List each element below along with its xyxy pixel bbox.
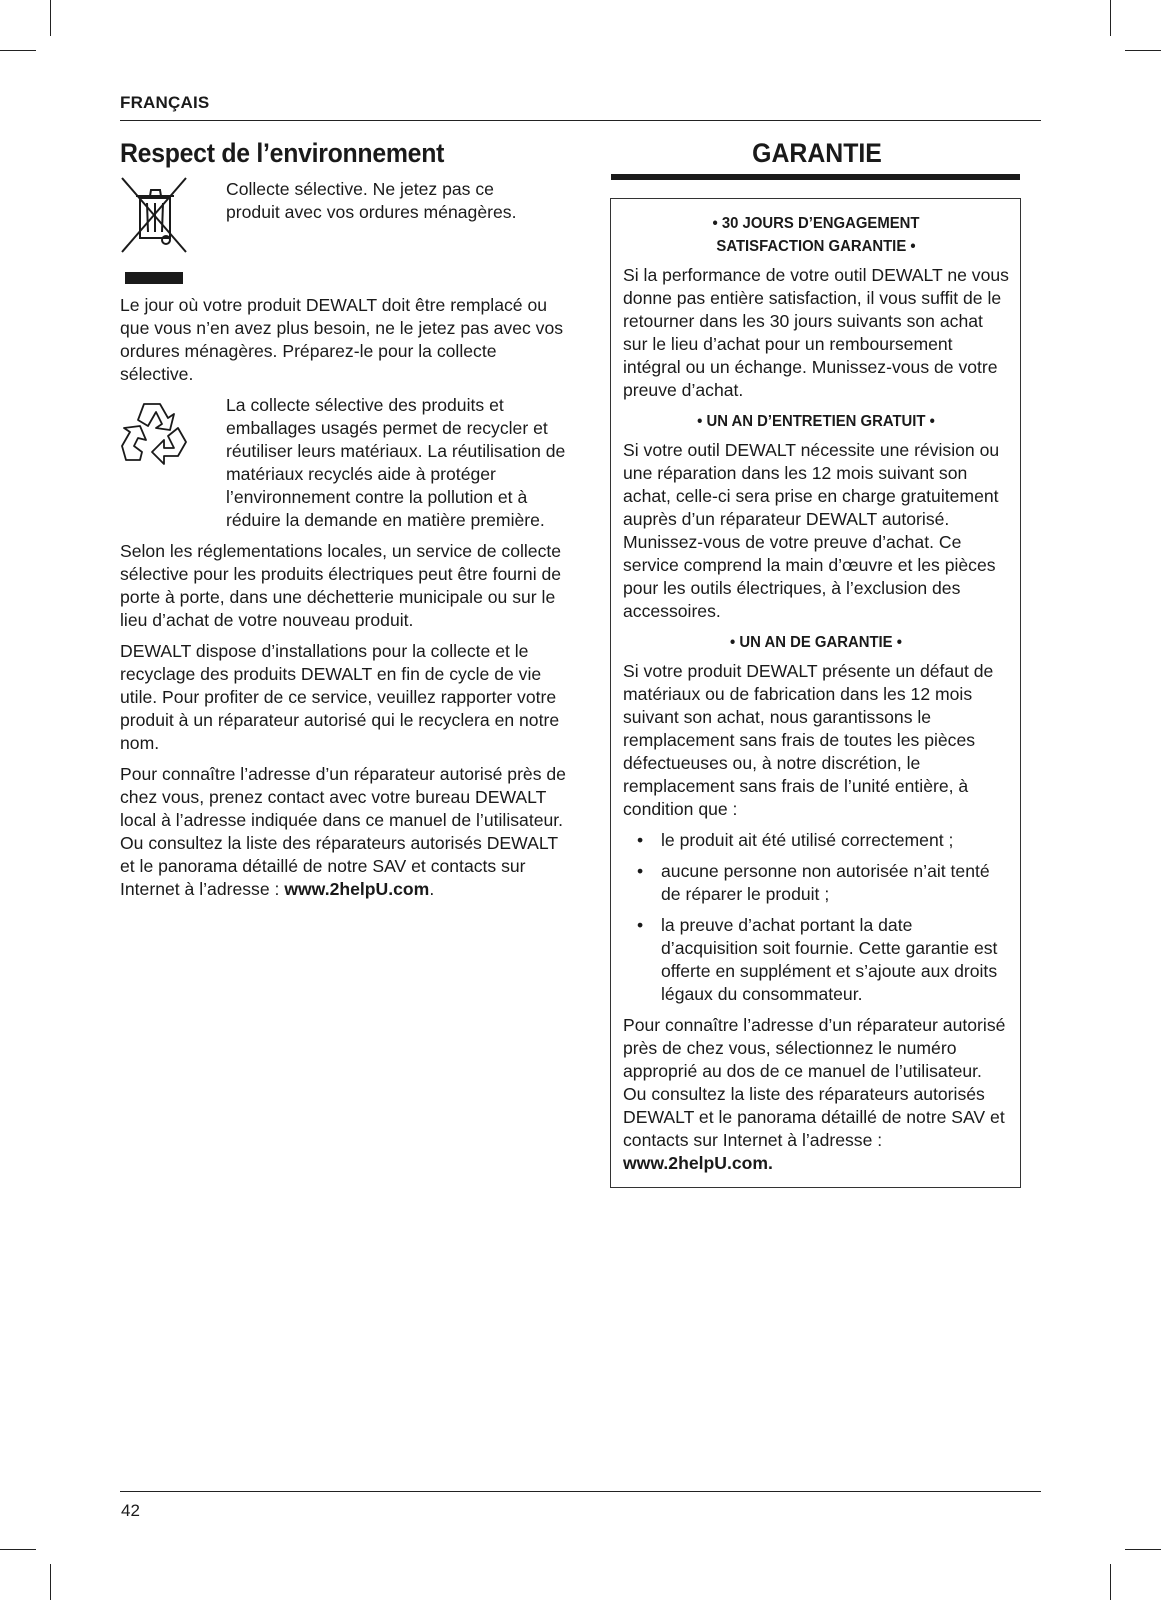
- warranty-paragraph: Si votre produit DEWALT présente un défaut de matériaux ou de fabrication dans les 12 mois suivant son achat, nous garantissons le remplacement sans frais de toutes les pièces défectueuses ou, à notre discrétion, le remplacement sans frais de l’unité entière, à condition que :: [623, 661, 994, 819]
- environment-section: [120, 136, 570, 909]
- crop-mark: [1110, 0, 1111, 36]
- recycle-icon: [120, 398, 198, 472]
- crossed-bin-icon: [120, 176, 192, 254]
- link-suffix: .: [429, 879, 435, 899]
- warranty-subheading: • UN AN DE GARANTIE •: [730, 634, 902, 651]
- environment-paragraph: DEWALT dispose d’installations pour la collecte et le recyclage des produits DEWALT en fin de cycle de vie utile. Pour profiter de ce service, veuillez rapporter votre produit à un réparateur autorisé qui le recyclera en notre nom.: [120, 641, 560, 753]
- list-item: • aucune personne non autorisée n’ait tenté de réparer le produit ;: [623, 860, 1009, 906]
- weee-text: Collecte sélective. Ne jetez pas ce produit avec vos ordures ménagères.: [226, 179, 517, 222]
- warranty-paragraph: Si votre outil DEWALT nécessite une révision ou une réparation dans les 12 mois suivant son achat, celle-ci sera prise en charge gratuitement auprès d’un réparateur DEWALT autorisé. Munissez-vous de votre preuve d’achat. Ce service comprend la main d’œuvre et les pièces pour les outils électriques, à l’exclusion des accessoires.: [623, 440, 1000, 621]
- environment-paragraph: [120, 763, 570, 901]
- website-link[interactable]: www.2helpU.com: [284, 879, 430, 899]
- crop-mark: [1110, 1564, 1111, 1600]
- warranty-section: [611, 136, 1023, 1188]
- recycle-row: [120, 394, 570, 532]
- website-link[interactable]: www.2helpU.com.: [623, 1153, 773, 1173]
- environment-paragraph: Selon les réglementations locales, un service de collecte sélective pour les produits électriques peut être fourni de porte à porte, dans une déchetterie municipale ou sur le lieu d’achat de votre nouveau produit.: [120, 541, 562, 630]
- warranty-conditions: [623, 829, 1009, 1006]
- warranty-subheading: • 30 JOURS D’ENGAGEMENT SATISFACTION GARANTIE •: [712, 215, 920, 255]
- weee-symbol: [120, 176, 226, 284]
- warranty-title: GARANTIE: [752, 138, 882, 168]
- weee-row: [120, 176, 570, 284]
- environment-title: Respect de l’environnement: [120, 138, 445, 168]
- warranty-paragraph: Si la performance de votre outil DEWALT ne vous donne pas entière satisfaction, il vous suffit de le retourner dans les 30 jours suivants son achat sur le lieu d’achat pour un remboursement intégral ou un échange. Munissez-vous de votre preuve d’achat.: [623, 265, 1009, 400]
- page-number: 42: [121, 1501, 140, 1520]
- list-item: • la preuve d’achat portant la date d’acquisition soit fournie. Cette garantie est offerte en supplément et s’ajoute aux droits légaux du consommateur.: [623, 914, 1009, 1006]
- weee-bar: [125, 272, 183, 284]
- warranty-subheading: • UN AN D’ENTRETIEN GRATUIT •: [697, 413, 935, 430]
- language-label: FRANÇAIS: [120, 93, 210, 112]
- warranty-title-bar: [611, 174, 1020, 180]
- crop-mark: [1125, 50, 1161, 51]
- recycle-symbol: [120, 394, 226, 478]
- list-item: • le produit ait été utilisé correctement ;: [623, 829, 1009, 852]
- contact-text: Pour connaître l’adresse d’un réparateur autorisé près de chez vous, sélectionnez le numéro approprié au dos de ce manuel de l’utilisateur. Ou consultez la liste des réparateurs autorisés DEWALT et le panorama détaillé de notre SAV et contacts sur Internet à l’adresse :: [623, 1015, 1006, 1150]
- recycle-text: La collecte sélective des produits et emballages usagés permet de recycler et réutiliser leurs matériaux. La réutilisation de matériaux recyclés aide à protéger l’environnement contre la pollution et à réduire la demande en matière première.: [226, 395, 566, 530]
- environment-paragraph: Le jour où votre produit DEWALT doit être remplacé ou que vous n’en avez plus besoin, ne le jetez pas avec vos ordures ménagères. Préparez-le pour la collecte sélective.: [120, 295, 564, 384]
- warranty-box: [610, 198, 1021, 1188]
- header-rule: [120, 120, 1041, 121]
- crop-mark: [0, 50, 36, 51]
- crop-mark: [50, 0, 51, 36]
- warranty-paragraph: [623, 1014, 1009, 1175]
- crop-mark: [50, 1564, 51, 1600]
- crop-mark: [0, 1549, 36, 1550]
- footer-rule: [120, 1491, 1041, 1492]
- contact-text: Pour connaître l’adresse d’un réparateur autorisé près de chez vous, prenez contact avec votre bureau DEWALT local à l’adresse indiquée dans ce manuel de l’utilisateur. Ou consultez la liste des réparateurs autorisés DEWALT et le panorama détaillé de notre SAV et contacts sur Internet à l’adresse :: [120, 764, 566, 899]
- crop-mark: [1125, 1549, 1161, 1550]
